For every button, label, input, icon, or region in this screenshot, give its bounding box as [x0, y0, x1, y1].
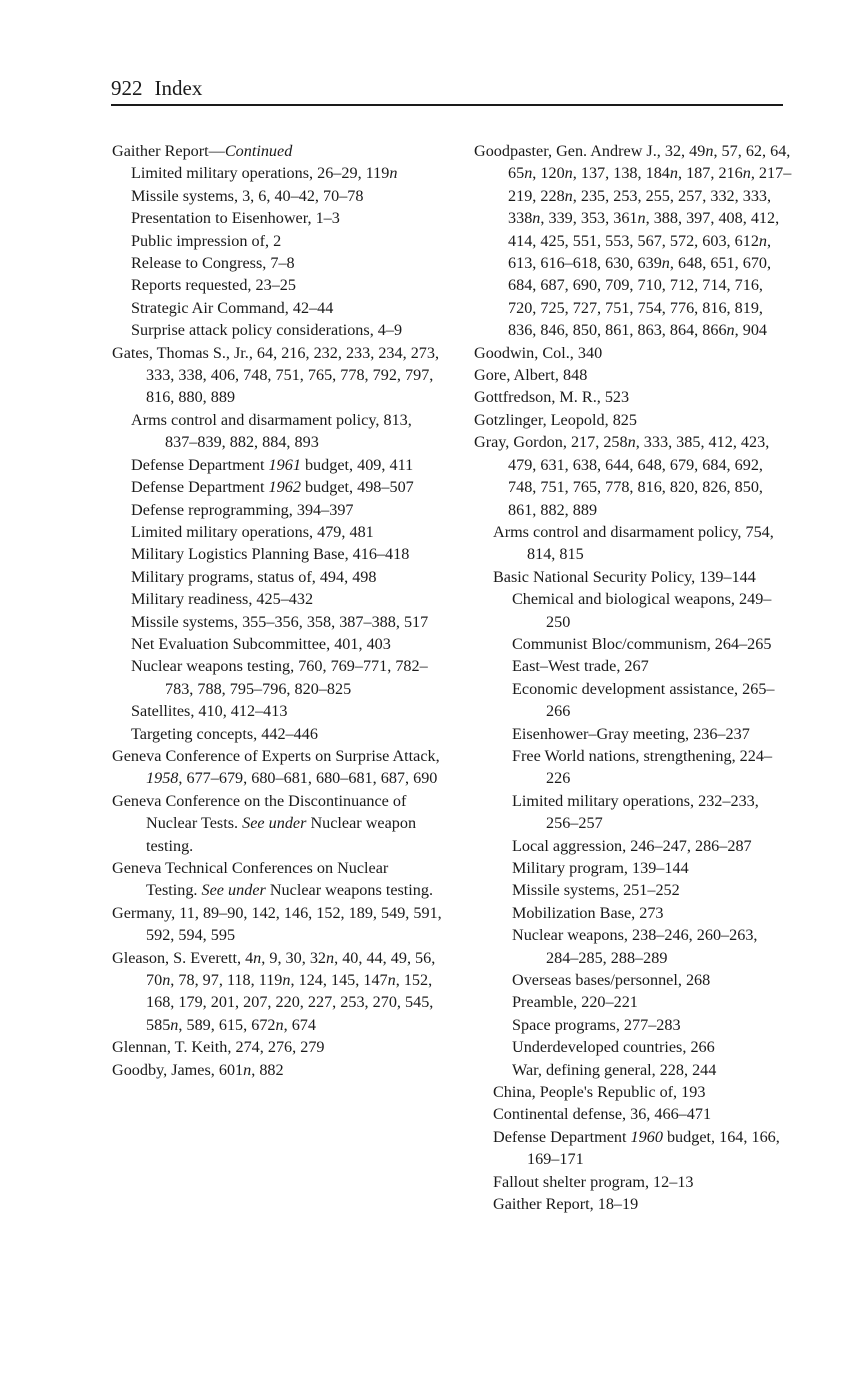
index-subentry — [131, 566, 442, 588]
index-subentry — [512, 790, 792, 835]
entry-text: budget, 164, 166, 169–171 — [527, 1127, 780, 1169]
index-subentry — [131, 633, 442, 655]
entry-text: Goodwin, Col., 340 — [474, 343, 603, 362]
entry-text: Release to Congress, 7–8 — [131, 254, 295, 273]
index-subentry — [512, 655, 792, 677]
entry-text: , 648, 651, 670, 684, 687, 690, 709, 710, 712, 714, 716, 720, 725, 727, 751, 754, 776, 816, 819, 836, 846, 850, 861, 863, 864, 866 — [508, 254, 772, 340]
entry-text: n — [564, 186, 573, 205]
entry-text: , 137, 138, 184 — [572, 164, 670, 183]
index-entry — [112, 947, 442, 1037]
entry-text: Basic National Security Policy, 139–144 — [493, 567, 756, 586]
index-subentry — [512, 879, 792, 901]
index-subentry — [512, 745, 792, 790]
entry-text: n — [389, 164, 398, 183]
entry-text: Goodby, James, 601 — [112, 1060, 244, 1079]
entry-text: Defense Department — [131, 478, 269, 497]
entry-text: , 235, 253, 255, 257, 332, 333, 338 — [508, 186, 772, 228]
entry-text: Gaither Report, 18–19 — [493, 1195, 639, 1214]
index-subentry — [131, 409, 442, 454]
entry-text: China, People's Republic of, 193 — [493, 1083, 706, 1102]
entry-text: War, defining general, 228, 244 — [512, 1060, 717, 1079]
entry-text: n — [564, 164, 573, 183]
page-title: Index — [154, 76, 203, 100]
entry-text: Free World nations, strengthening, 224–226 — [512, 746, 773, 788]
entry-text: Geneva Conference of Experts on Surprise Attack, — [112, 746, 440, 765]
page-header — [111, 74, 783, 106]
entry-text: , 677–679, 680–681, 680–681, 687, 690 — [178, 769, 438, 788]
index-entry — [474, 140, 792, 342]
entry-text: East–West trade, 267 — [512, 657, 649, 676]
entry-text: , 9, 30, 32 — [261, 948, 327, 967]
entry-text: Satellites, 410, 412–413 — [131, 702, 288, 721]
entry-text: n — [162, 971, 171, 990]
entry-text: , 882 — [251, 1060, 284, 1079]
entry-text: n — [758, 231, 767, 250]
entry-text: 1960 — [630, 1127, 663, 1146]
entry-text: , 388, 397, 408, 412, 414, 425, 551, 553, 567, 572, 603, 612 — [508, 209, 780, 250]
entry-text: Defense reprogramming, 394–397 — [131, 500, 354, 519]
entry-text: Communist Bloc/communism, 264–265 — [512, 634, 772, 653]
entry-text: 1958 — [146, 769, 179, 788]
entry-text: , 613, 616–618, 630, 639 — [508, 231, 772, 273]
index-subentry — [512, 1036, 792, 1058]
index-subentry — [131, 162, 442, 184]
entry-text: n — [532, 209, 541, 228]
entry-text: n — [705, 142, 714, 160]
index-entry — [112, 745, 442, 790]
entry-text: , 120 — [532, 164, 565, 183]
entry-text: Goodpaster, Gen. Andrew J., 32, 49 — [474, 142, 706, 160]
index-subentry — [512, 902, 792, 924]
index-subentry — [512, 1059, 792, 1081]
entry-text: n — [282, 971, 291, 990]
index-subentry — [131, 476, 442, 498]
entry-text: , 124, 145, 147 — [290, 971, 388, 990]
index-entry — [112, 140, 442, 162]
entry-text: , 904 — [734, 321, 767, 340]
index-subentry — [512, 633, 792, 655]
index-subentry — [493, 1126, 792, 1171]
entry-text: n — [243, 1060, 252, 1079]
page-number: 922 — [111, 76, 143, 100]
entry-text: Gray, Gordon, 217, 258 — [474, 433, 628, 452]
entry-text: Gottfredson, M. R., 523 — [474, 388, 630, 407]
entry-text: , 40, 44, 49, 56, 70 — [146, 948, 436, 990]
entry-text: Presentation to Eisenhower, 1–3 — [131, 209, 340, 228]
index-entry — [474, 342, 792, 364]
entry-text: Military Logistics Planning Base, 416–418 — [131, 545, 410, 564]
index-entry — [112, 790, 442, 857]
entry-text: Space programs, 277–283 — [512, 1015, 681, 1034]
entry-text: Defense Department — [131, 455, 269, 474]
entry-text: n — [742, 164, 751, 183]
index-subentry — [512, 991, 792, 1013]
entry-text: Nuclear weapons testing, 760, 769–771, 782–783, 788, 795–796, 820–825 — [131, 657, 428, 698]
entry-text: Arms control and disarmament policy, 813, 837–839, 882, 884, 893 — [131, 410, 412, 452]
entry-text: Military readiness, 425–432 — [131, 590, 314, 609]
entry-text: Limited military operations, 479, 481 — [131, 522, 374, 541]
entry-text: Military programs, status of, 494, 498 — [131, 567, 377, 586]
index-subentry — [131, 274, 442, 296]
index-subentry — [512, 835, 792, 857]
entry-text: n — [326, 948, 335, 967]
index-column-left — [112, 140, 442, 1081]
index-entry — [112, 1036, 442, 1058]
index-subentry — [131, 700, 442, 722]
index-entry — [474, 409, 792, 431]
entry-text: Preamble, 220–221 — [512, 993, 638, 1012]
entry-text: Reports requested, 23–25 — [131, 276, 296, 295]
entry-text: Geneva Technical Conferences on Nuclear Testing. — [112, 859, 389, 900]
index-subentry — [512, 857, 792, 879]
index-subentry — [131, 655, 442, 700]
entry-text: Gleason, S. Everett, 4 — [112, 948, 254, 967]
entry-text: Military program, 139–144 — [512, 859, 689, 877]
entry-text: Eisenhower–Gray meeting, 236–237 — [512, 724, 750, 743]
entry-text: Limited military operations, 26–29, 119 — [131, 164, 390, 183]
entry-text: See under — [242, 814, 307, 833]
entry-text: Glennan, T. Keith, 274, 276, 279 — [112, 1038, 325, 1057]
index-subentry — [131, 207, 442, 229]
entry-text: Limited military operations, 232–233, 256–257 — [512, 791, 759, 833]
index-subentry — [493, 1171, 792, 1193]
entry-text: n — [726, 321, 735, 340]
entry-text: Mobilization Base, 273 — [512, 903, 664, 922]
entry-text: Nuclear weapons, 238–246, 260–263, 284–285, 288–289 — [512, 926, 758, 967]
entry-text: , 674 — [283, 1015, 316, 1034]
entry-text: , 57, 62, 64, 65 — [508, 142, 791, 183]
entry-text: Economic development assistance, 265–266 — [512, 679, 775, 721]
entry-text: , 78, 97, 118, 119 — [170, 971, 283, 990]
index-subentry — [512, 678, 792, 723]
entry-text: , 187, 216 — [677, 164, 743, 183]
index-subentry — [493, 1193, 792, 1215]
entry-text: 1961 — [268, 455, 301, 474]
index-subentry — [131, 499, 442, 521]
entry-text: n — [275, 1015, 284, 1034]
index-subentry — [131, 230, 442, 252]
entry-text: Local aggression, 246–247, 286–287 — [512, 836, 752, 855]
index-subentry — [131, 611, 442, 633]
entry-text: budget, 409, 411 — [300, 455, 414, 474]
entry-text: Geneva Conference on the Discontinuance of Nuclear Tests. — [112, 791, 407, 833]
entry-text: Targeting concepts, 442–446 — [131, 724, 318, 743]
index-subentry — [131, 252, 442, 274]
entry-text: Strategic Air Command, 42–44 — [131, 298, 334, 317]
entry-text: , 333, 385, 412, 423, 479, 631, 638, 644, 648, 679, 684, 692, 748, 751, 765, 778, 816, 820, 826, 850, 861, 882, 889 — [508, 433, 770, 519]
entry-text: Nuclear weapon testing. — [146, 814, 417, 855]
entry-text: Chemical and biological weapons, 249–250 — [512, 590, 772, 631]
entry-text: Surprise attack policy considerations, 4–9 — [131, 321, 403, 340]
entry-text: Missile systems, 355–356, 358, 387–388, 517 — [131, 612, 429, 631]
entry-text: See under — [201, 881, 266, 900]
entry-text: Gaither Report— — [112, 142, 225, 160]
index-entry — [112, 857, 442, 902]
index-subentry — [493, 521, 792, 566]
index-subentry — [131, 297, 442, 319]
entry-text: n — [661, 254, 670, 273]
index-subentry — [131, 521, 442, 543]
entry-text: Gates, Thomas S., Jr., 64, 216, 232, 233, 234, 273, 333, 338, 406, 748, 751, 765, 778, 792, 797, 816, 880, 889 — [112, 343, 440, 407]
entry-text: , 589, 615, 672 — [178, 1015, 276, 1034]
index-entry — [112, 342, 442, 409]
index-subentry — [493, 1103, 792, 1125]
index-subentry — [131, 588, 442, 610]
index-entry — [474, 364, 792, 386]
entry-text: n — [170, 1015, 179, 1034]
entry-text: Fallout shelter program, 12–13 — [493, 1172, 694, 1191]
entry-text: , 339, 353, 361 — [540, 209, 638, 228]
entry-text: Germany, 11, 89–90, 142, 146, 152, 189, 549, 591, 592, 594, 595 — [112, 903, 442, 945]
index-entry — [474, 431, 792, 521]
entry-text: Missile systems, 251–252 — [512, 881, 680, 900]
index-subentry — [512, 969, 792, 991]
entry-text: n — [637, 209, 646, 228]
index-subentry — [512, 1014, 792, 1036]
entry-text: budget, 498–507 — [300, 478, 414, 497]
index-subentry — [131, 454, 442, 476]
index-subentry — [131, 319, 442, 341]
index-subentry — [512, 924, 792, 969]
entry-text: Gore, Albert, 848 — [474, 366, 588, 385]
entry-text: Continental defense, 36, 466–471 — [493, 1105, 712, 1124]
index-subentry — [493, 566, 792, 588]
entry-text: n — [627, 433, 636, 452]
index-subentry — [131, 185, 442, 207]
entry-text: Missile systems, 3, 6, 40–42, 70–78 — [131, 186, 364, 205]
index-entry — [112, 902, 442, 947]
entry-text: n — [387, 971, 396, 990]
entry-text: , 217–219, 228 — [508, 164, 792, 205]
index-subentry — [131, 723, 442, 745]
index-entry — [474, 386, 792, 408]
entry-text: Defense Department — [493, 1127, 631, 1146]
index-subentry — [512, 588, 792, 633]
entry-text: Arms control and disarmament policy, 754, 814, 815 — [493, 522, 774, 564]
entry-text: Public impression of, 2 — [131, 231, 282, 250]
entry-text: Continued — [224, 142, 293, 160]
index-subentry — [493, 1081, 792, 1103]
entry-text: n — [669, 164, 678, 183]
entry-text: Overseas bases/personnel, 268 — [512, 971, 711, 990]
entry-text: Gotzlinger, Leopold, 825 — [474, 410, 637, 429]
entry-text: 1962 — [268, 478, 301, 497]
entry-text: n — [253, 948, 262, 967]
index-subentry — [512, 723, 792, 745]
entry-text: Underdeveloped countries, 266 — [512, 1038, 715, 1057]
entry-text: Nuclear weapons testing. — [265, 881, 434, 900]
index-column-right — [474, 140, 792, 1216]
entry-text: , 152, 168, 179, 201, 207, 220, 227, 253, 270, 545, 585 — [146, 971, 434, 1034]
entry-text: Net Evaluation Subcommittee, 401, 403 — [131, 634, 391, 653]
entry-text: n — [524, 164, 533, 183]
index-entry — [112, 1059, 442, 1081]
index-subentry — [131, 543, 442, 565]
